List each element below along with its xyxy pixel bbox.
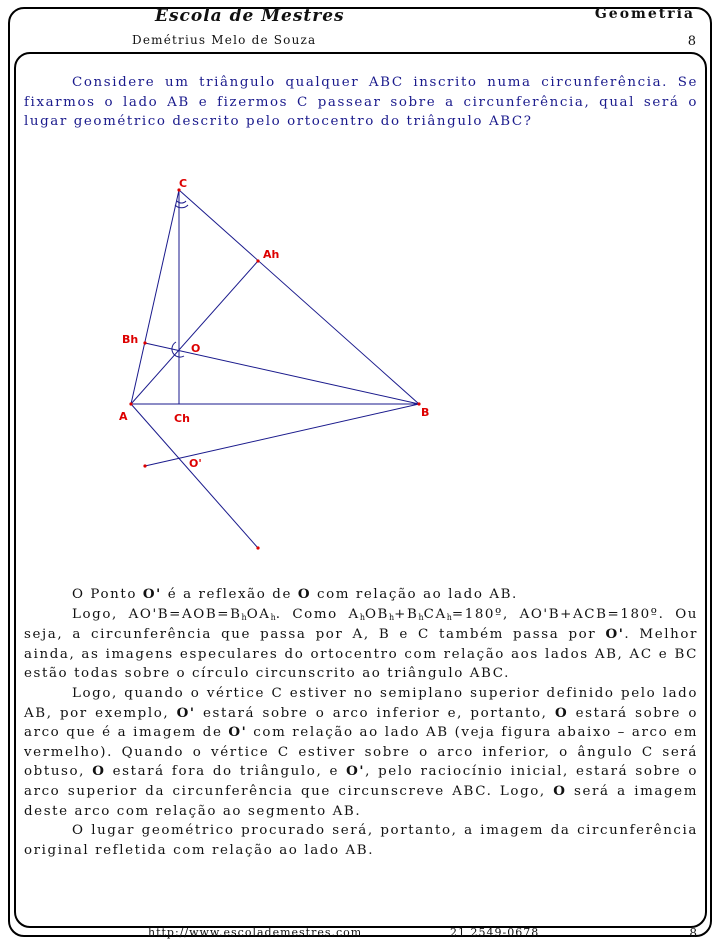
- point-end-2: [256, 546, 259, 549]
- footer-phone: 21 2549-0678: [450, 926, 540, 939]
- point-Bh: [143, 341, 146, 344]
- page-number-bottom: 8: [689, 926, 697, 940]
- point-end-1: [143, 464, 146, 467]
- page-number-top: 8: [687, 34, 696, 49]
- segment-BC: [179, 190, 419, 404]
- segment-AC: [131, 190, 179, 404]
- label-O-prime: O': [189, 457, 202, 470]
- point-Ah: [256, 259, 259, 262]
- school-title: Escola de Mestres: [155, 6, 345, 26]
- altitude-B-Bh: [145, 343, 419, 404]
- label-O: O: [191, 342, 201, 355]
- body-text: [24, 585, 698, 860]
- angle-mark-C-inner: [177, 201, 186, 203]
- reflection-line-A: [131, 404, 258, 548]
- paragraph-2: Logo, $AO'B=AOB=B_hOA_h$. Como $A_hOB_h+B_hCA_h=180º$, AO'B+ACB=180º. Ou seja, a circunferência que passa por A, B e C também passa por O'. Melhor ainda, as imagens especulares do ortocentro com relação aos lados AB, AC e BC estão todas sobre o círculo circunscrito ao triângulo ABC.: [24, 606, 699, 682]
- label-A: A: [119, 410, 128, 423]
- label-Ch: Ch: [174, 412, 190, 425]
- point-A: [129, 402, 132, 405]
- label-Bh: Bh: [122, 333, 139, 346]
- label-B: B: [421, 406, 430, 419]
- paragraph-1: O Ponto O' é a reflexão de O com relação ao lado AB.: [72, 586, 518, 602]
- question-paragraph: Considere um triângulo qualquer ABC inscrito numa circunferência. Se fixarmos o lado AB e fizermos C passear sobre a circunferência, qual será o lugar geométrico descrito pelo ortocentro do triângulo ABC?: [24, 75, 698, 130]
- footer-url[interactable]: http://www.escolademestres.com: [148, 926, 363, 939]
- angle-mark-C: [175, 205, 188, 208]
- author-name: Demétrius Melo de Souza: [132, 33, 317, 47]
- altitude-A-Ah: [131, 261, 258, 404]
- subject-title: Geometria: [594, 6, 695, 22]
- label-Ah: Ah: [263, 248, 280, 261]
- label-C: C: [179, 177, 188, 190]
- paragraph-4: O lugar geométrico procurado será, portanto, a imagem da circunferência original refletida com relação ao lado AB.: [24, 823, 698, 858]
- paragraph-3: Logo, quando o vértice C estiver no semiplano superior definido pelo lado AB, por exemplo, O' estará sobre o arco inferior e, portanto, O estará sobre o arco que é a imagem de O' com relação ao lado AB (veja figura abaixo – arco em vermelho). Quando o vértice C estiver sobre o arco inferior, o ângulo C será obtuso, O estará fora do triângulo, e O', pelo raciocínio inicial, estará sobre o arco superior da circunferência que circunscreve ABC. Logo, O será a imagem deste arco com relação ao segmento AB.: [24, 685, 699, 819]
